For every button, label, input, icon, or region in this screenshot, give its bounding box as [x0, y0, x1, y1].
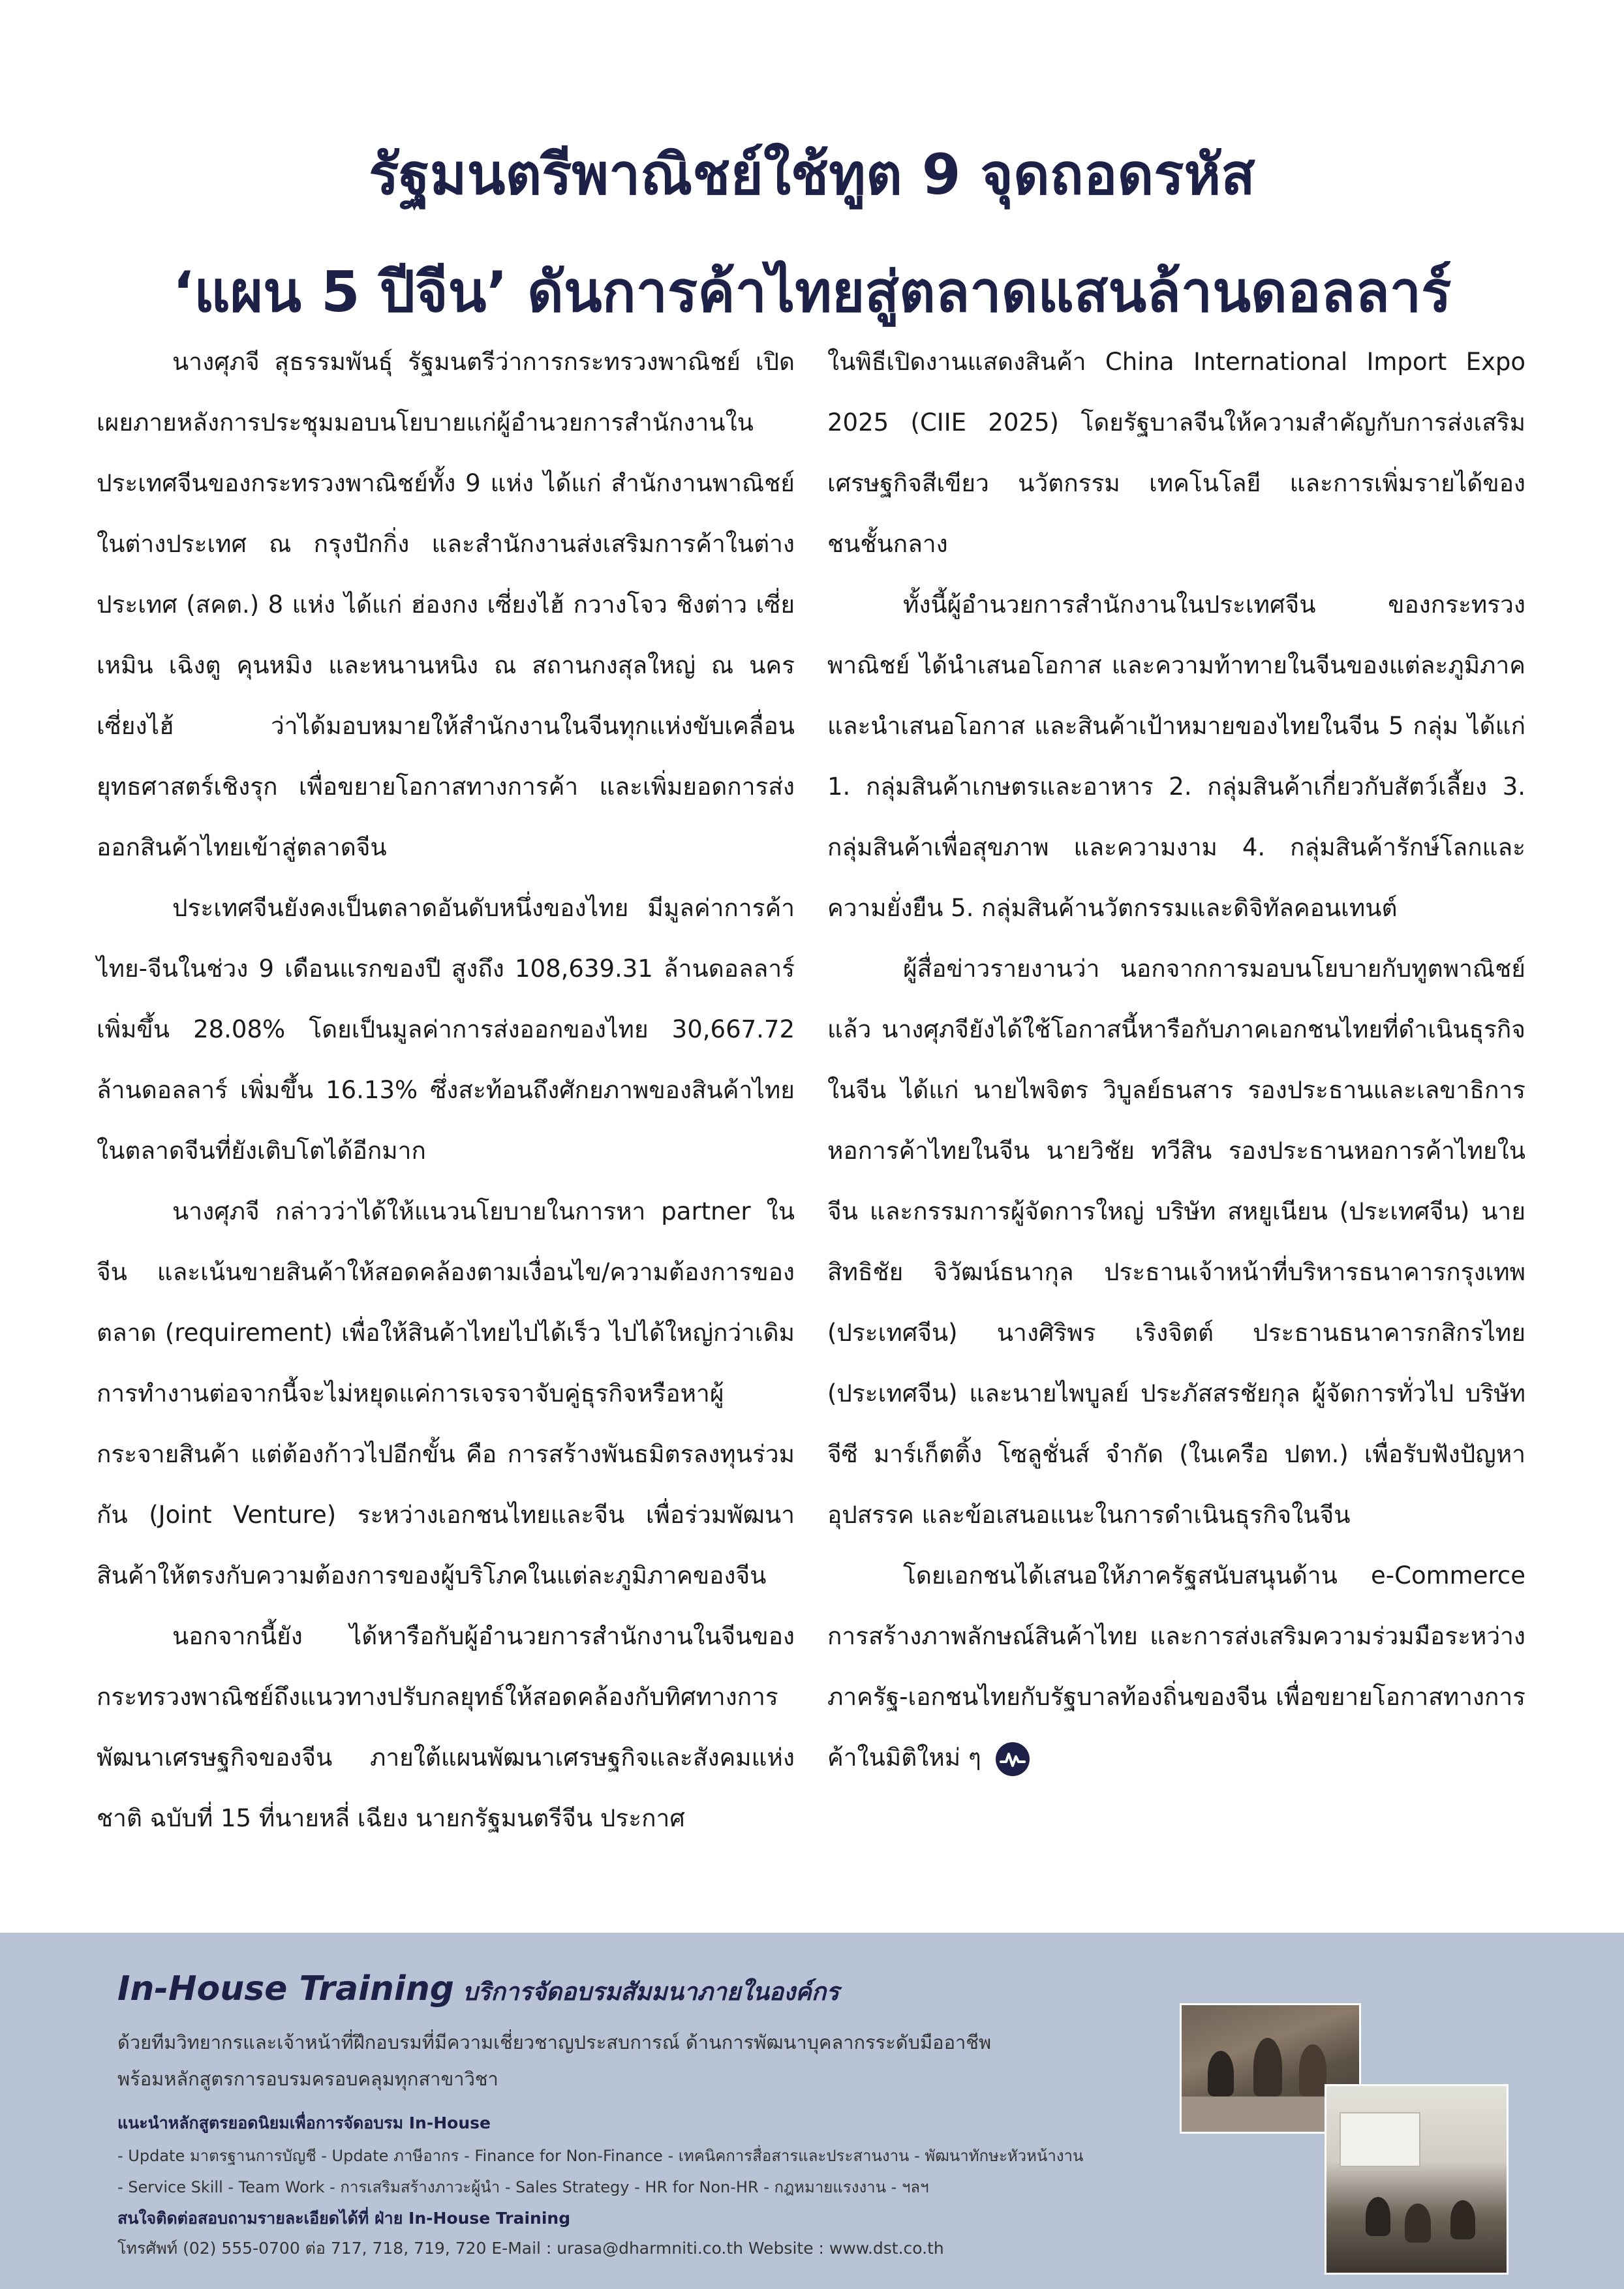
- article-paragraph: นางศุภจี กล่าวว่าได้ให้แนวนโยบายในการหา partner ในจีน และเน้นขายสินค้าให้สอดคล้องตามเงื่อนไข/ความต้องการของตลาด (requirement) เพื่อให้สินค้าไทยไปได้เร็ว ไปได้ใหญ่กว่าเดิม การทำงานต่อจากนี้จะไม่หยุดแค่การเจรจาจับคู่ธุรกิจหรือหาผู้กระจายสินค้า แต่ต้องก้าวไปอีกขั้น คือ การสร้างพันธมิตรลงทุนร่วมกัน (Joint Venture) ระหว่างเอกชนไทยและจีน เพื่อร่วมพัฒนาสินค้าให้ตรงกับความต้องการของผู้บริโภคในแต่ละภูมิภาคของจีน: [97, 1197, 795, 1590]
- article-paragraph: นอกจากนี้ยัง ได้หารือกับผู้อำนวยการสำนักงานในจีนของกระทรวงพาณิชย์ถึงแนวทางปรับกลยุทธ์ให้สอดคล้องกับทิศทางการพัฒนาเศรษฐกิจของจีน ภายใต้แผนพัฒนาเศรษฐกิจและสังคมแห่งชาติ ฉบับที่ 15 ที่นายหลี่ เฉียง นายกรัฐมนตรีจีน ประกาศ: [97, 1622, 795, 1832]
- article-paragraph-last: [827, 1545, 1525, 1788]
- course-list-line: - Service Skill - Team Work - การเสริมสร้างภาวะผู้นำ - Sales Strategy - HR for Non-HR - กฎหมายแรงงาน - ฯลฯ: [117, 2178, 929, 2196]
- article-right-column: [827, 331, 1525, 1788]
- article-paragraph-continued: ในพิธีเปิดงานแสดงสินค้า China International Import Expo 2025 (CIIE 2025) โดยรัฐบาลจีนให้ความสำคัญกับการส่งเสริมเศรษฐกิจสีเขียว นวัตกรรม เทคโนโลยี และการเพิ่มรายได้ของชนชั้นกลาง: [827, 348, 1525, 558]
- article-paragraph: ทั้งนี้ผู้อำนวยการสำนักงานในประเทศจีน ของกระทรวงพาณิชย์ ได้นำเสนอโอกาส และความท้าทายในจีนของแต่ละภูมิภาค และนำเสนอโอกาส และสินค้าเป้าหมายของไทยในจีน 5 กลุ่ม ได้แก่ 1. กลุ่มสินค้าเกษตรและอาหาร 2. กลุ่มสินค้าเกี่ยวกับสัตว์เลี้ยง 3. กลุ่มสินค้าเพื่อสุขภาพ และความงาม 4. กลุ่มสินค้ารักษ์โลกและความยั่งยืน 5. กลุ่มสินค้านวัตกรรมและดิจิทัลคอนเทนต์: [827, 591, 1525, 922]
- banner-desc-line: พร้อมหลักสูตรการอบรมครอบคลุมทุกสาขาวิชา: [117, 2068, 498, 2090]
- banner-title-th: บริการจัดอบรมสัมมนาภายในองค์กร: [463, 1978, 840, 2006]
- course-recommend-heading: แนะนำหลักสูตรยอดนิยมเพื่อการจัดอบรม In-House: [117, 2113, 491, 2132]
- article-paragraph: นางศุภจี สุธรรมพันธุ์ รัฐมนตรีว่าการกระทรวงพาณิชย์ เปิดเผยภายหลังการประชุมมอบนโยบายแก่ผู้อำนวยการสำนักงานในประเทศจีนของกระทรวงพาณิชย์ทั้ง 9 แห่ง ได้แก่ สำนักงานพาณิชย์ในต่างประเทศ ณ กรุงปักกิ่ง และสำนักงานส่งเสริมการค้าในต่างประเทศ (สคต.) 8 แห่ง ได้แก่ ฮ่องกง เซี่ยงไฮ้ กวางโจว ชิงต่าว เซี่ยเหมิน เฉิงตู คุนหมิง และหนานหนิง ณ สถานกงสุลใหญ่ ณ นครเซี่ยงไฮ้ ว่าได้มอบหมายให้สำนักงานในจีนทุกแห่งขับเคลื่อนยุทธศาสตร์เชิงรุก เพื่อขยายโอกาสทางการค้า และเพิ่มยอดการส่งออกสินค้าไทยเข้าสู่ตลาดจีน: [97, 348, 795, 861]
- course-list: [117, 2140, 1187, 2203]
- training-photo-2: [1325, 2084, 1509, 2275]
- banner-title: [117, 1969, 839, 2011]
- banner-desc-line: ด้วยทีมวิทยากรและเจ้าหน้าที่ฝึกอบรมที่มีความเชี่ยวชาญประสบการณ์ ด้านการพัฒนาบุคลากรระดับมืออาชีพ: [117, 2031, 992, 2053]
- contact-details: โทรศัพท์ (02) 555-0700 ต่อ 717, 718, 719, 720 E-Mail : urasa@dharmniti.co.th Website : www.dst.co.th: [117, 2239, 944, 2258]
- contact-heading: สนใจติดต่อสอบถามรายละเอียดได้ที่ ฝ่าย In-House Training: [117, 2209, 571, 2228]
- in-house-training-banner: [0, 1933, 1624, 2289]
- course-list-line: - Update มาตรฐานการบัญชี - Update ภาษีอากร - Finance for Non-Finance - เทคนิคการสื่อสารและประสานงาน - พัฒนาทักษะหัวหน้างาน: [117, 2147, 1084, 2165]
- headline-line-1: รัฐมนตรีพาณิชย์ใช้ทูต 9 จุดถอดรหัส: [369, 142, 1255, 207]
- article-paragraph: ประเทศจีนยังคงเป็นตลาดอันดับหนึ่งของไทย มีมูลค่าการค้าไทย-จีนในช่วง 9 เดือนแรกของปี สูงถึง 108,639.31 ล้านดอลลาร์ เพิ่มขึ้น 28.08% โดยเป็นมูลค่าการส่งออกของไทย 30,667.72 ล้านดอลลาร์ เพิ่มขึ้น 16.13% ซึ่งสะท้อนถึงศักยภาพของสินค้าไทยในตลาดจีนที่ยังเติบโตได้อีกมาก: [97, 894, 795, 1165]
- article-paragraph: ผู้สื่อข่าวรายงานว่า นอกจากการมอบนโยบายกับทูตพาณิชย์แล้ว นางศุภจียังได้ใช้โอกาสนี้หารือกับภาคเอกชนไทยที่ดำเนินธุรกิจในจีน ได้แก่ นายไพจิตร วิบูลย์ธนสาร รองประธานและเลขาธิการ หอการค้าไทยในจีน นายวิชัย ทวีสิน รองประธานหอการค้าไทยในจีน และกรรมการผู้จัดการใหญ่ บริษัท สหยูเนียน (ประเทศจีน) นายสิทธิชัย จิวัฒน์ธนากุล ประธานเจ้าหน้าที่บริหารธนาคารกรุงเทพ (ประเทศจีน) นางศิริพร เริงจิตต์ ประธานธนาคารกสิกรไทย (ประเทศจีน) และนายไพบูลย์ ประภัสสรชัยกุล ผู้จัดการทั่วไป บริษัท จีซี มาร์เก็ตติ้ง โซลูชั่นส์ จำกัด (ในเครือ ปตท.) เพื่อรับฟังปัญหาอุปสรรค และข้อเสนอแนะในการดำเนินธุรกิจในจีน: [827, 955, 1525, 1529]
- banner-description: [117, 2024, 1135, 2097]
- headline-line-2: ‘แผน 5 ปีจีน’ ดันการค้าไทยสู่ตลาดแสนล้านดอลลาร์: [172, 260, 1452, 325]
- banner-title-en: In-House Training: [117, 1969, 454, 2008]
- end-of-article-logo-icon: [996, 1742, 1030, 1776]
- article-headline: [0, 116, 1624, 351]
- article-left-column: [97, 331, 795, 1849]
- article-last-text: โดยเอกชนได้เสนอให้ภาครัฐสนับสนุนด้าน e-Commerce การสร้างภาพลักษณ์สินค้าไทย และการส่งเสริมความร่วมมือระหว่างภาครัฐ-เอกชนไทยกับรัฐบาลท้องถิ่นของจีน เพื่อขยายโอกาสทางการค้าในมิติใหม่ ๆ: [827, 1561, 1525, 1772]
